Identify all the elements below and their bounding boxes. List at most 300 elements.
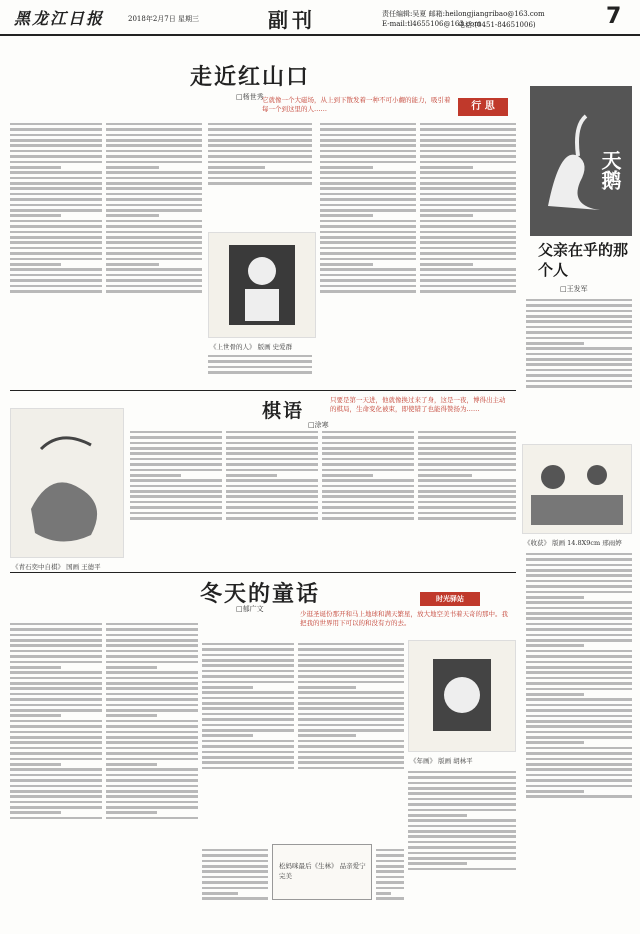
text-line [420,134,516,137]
text-line [298,702,404,705]
text-line [298,643,404,646]
text-line [320,182,416,185]
text-line [106,247,202,250]
text-line [526,709,632,712]
text-line [376,860,404,863]
text-line [130,469,222,472]
text-line [202,643,294,646]
text-line [320,263,373,266]
email-info: E-mail:tl4655106@163.com [382,20,481,28]
text-line [202,718,294,721]
text-line [106,785,198,788]
text-line [10,639,102,642]
article2-col4 [418,428,516,568]
text-line [526,315,632,318]
text-line [420,166,473,169]
text-line [526,758,632,761]
text-line [202,707,294,710]
text-line [526,688,632,691]
text-line [202,675,294,678]
text-line [106,736,198,739]
article3-col5 [408,768,516,930]
text-line [418,517,516,520]
text-line [10,677,102,680]
text-line [226,485,318,488]
text-line [130,442,222,445]
text-line [10,693,102,696]
text-line [202,702,294,705]
text-line [322,490,414,493]
text-line [10,177,102,180]
text-line [208,177,312,180]
text-line [202,761,294,764]
text-line [106,144,202,147]
text-line [10,166,61,169]
text-line [322,458,414,461]
text-line [420,193,516,196]
text-line [202,681,294,684]
text-line [10,752,102,755]
text-line [202,892,238,895]
text-line [376,854,404,857]
text-line [526,347,632,350]
text-line [526,363,632,366]
text-line [202,865,268,868]
text-line [418,501,516,504]
text-line [526,601,632,604]
text-line [226,447,318,450]
text-line [408,803,516,806]
text-line [10,258,102,261]
woodcut-illustration [209,233,315,337]
text-line [10,144,102,147]
text-line [226,506,318,509]
text-line [418,512,516,515]
text-line [298,681,404,684]
text-line [418,458,516,461]
text-line [208,355,312,358]
text-line [420,198,516,201]
text-line [106,177,202,180]
text-line [10,155,102,158]
text-line [226,436,318,439]
text-line [106,123,202,126]
text-line [202,724,294,727]
text-line [298,756,404,759]
text-line [202,740,294,743]
text-line [106,661,198,664]
text-line [202,648,294,651]
text-line [106,182,202,185]
text-line [298,767,404,770]
text-line [10,263,61,266]
text-line [322,506,414,509]
text-line [106,166,159,169]
text-line [320,204,416,207]
text-line [420,171,516,174]
text-line [202,664,294,667]
text-line [320,220,416,223]
right-article-col-b [526,550,632,930]
text-line [526,720,632,723]
article3-image-caption: 《年画》 版画 胡林平 [410,757,473,765]
text-line [418,495,516,498]
text-line [208,123,312,126]
text-line [106,279,202,282]
text-line [202,697,294,700]
text-line [408,792,516,795]
text-line [298,761,404,764]
text-line [208,366,312,369]
text-line [226,479,318,482]
text-line [526,790,584,793]
text-line [106,693,198,696]
text-line [420,161,516,164]
text-line [526,747,632,750]
text-line [526,569,632,572]
text-line [418,506,516,509]
text-line [10,171,102,174]
text-line [298,675,404,678]
text-line [298,691,404,694]
text-line [320,209,416,212]
text-line [10,231,102,234]
text-line [298,697,404,700]
text-line [106,263,159,266]
text-line [10,623,102,626]
text-line [526,326,632,329]
text-line [526,752,632,755]
text-line [320,198,416,201]
text-line [202,751,294,754]
article1-col4 [320,120,416,388]
text-line [10,634,102,637]
article1-tag: 行 思 [458,98,508,116]
text-line [420,252,516,255]
text-line [202,659,294,662]
text-line [106,720,198,723]
text-line [298,718,404,721]
text-line [418,442,516,445]
text-line [106,677,198,680]
text-line [208,360,312,363]
text-line [526,677,632,680]
text-line [526,768,632,771]
text-line [10,709,102,712]
text-line [106,161,202,164]
text-line [526,380,632,383]
text-line [10,274,102,277]
text-line [130,436,222,439]
text-line [226,501,318,504]
text-line [320,236,416,239]
text-line [106,214,159,217]
text-line [106,758,198,761]
text-line [106,268,202,271]
text-line [298,707,404,710]
text-line [298,659,404,662]
text-line [376,897,404,900]
text-line [106,209,202,212]
text-line [106,774,198,777]
text-line [322,479,414,482]
text-line [10,225,102,228]
text-line [202,876,268,879]
text-line [526,553,632,556]
text-line [526,337,632,340]
section-title: 副刊 [268,8,316,32]
text-line [408,846,516,849]
text-line [526,785,632,788]
text-line [526,655,632,658]
text-line [208,155,312,158]
text-line [208,166,265,169]
text-line [130,431,222,434]
text-line [106,285,202,288]
text-line [420,182,516,185]
text-line [420,214,473,217]
right-article-col-a [526,296,632,440]
text-line [106,639,198,642]
text-line [106,241,202,244]
text-line [202,870,268,873]
text-line [202,887,268,890]
text-line [106,725,198,728]
text-line [526,574,632,577]
text-line [106,198,202,201]
text-line [320,123,416,126]
right-article-image [522,444,632,534]
text-line [418,469,516,472]
text-line [420,241,516,244]
text-line [106,258,202,261]
text-line [10,741,102,744]
text-line [106,811,157,814]
text-line [208,150,312,153]
text-line [420,231,516,234]
text-line [320,241,416,244]
text-line [408,841,516,844]
text-line [322,485,414,488]
text-line [106,801,198,804]
text-line [226,490,318,493]
text-line [10,290,102,293]
text-line [10,774,102,777]
text-line [322,501,414,504]
text-line [376,849,404,852]
text-line [526,795,632,798]
text-line [10,187,102,190]
text-line [408,819,516,822]
text-line [106,752,198,755]
text-line [10,725,102,728]
text-line [10,763,61,766]
text-line [106,795,198,798]
text-line [420,128,516,131]
text-line [10,285,102,288]
text-line [408,835,516,838]
issue-date: 2018年2月7日 星期三 [128,15,199,23]
article3-col1 [10,620,102,930]
text-line [10,801,102,804]
text-line [106,650,198,653]
text-line [526,639,632,642]
text-line [10,241,102,244]
article3-col3b [202,846,268,930]
text-line [526,580,632,583]
text-line [320,231,416,234]
text-line [322,436,414,439]
text-line [10,214,61,217]
text-line [298,729,404,732]
text-line [298,664,404,667]
article2-painting [10,408,124,558]
text-line [418,447,516,450]
text-line [408,814,467,817]
text-line [526,715,632,718]
text-line [10,220,102,223]
text-line [526,358,632,361]
text-line [408,857,516,860]
text-line [526,369,632,372]
text-line [420,209,516,212]
text-line [526,736,632,739]
text-line [106,634,198,637]
text-line [420,177,516,180]
text-line [106,768,198,771]
text-line [526,628,632,631]
text-line [10,150,102,153]
article3-image [408,640,516,752]
text-line [408,809,516,812]
article1-title: 走近红山口 [190,64,311,90]
text-line [320,214,373,217]
text-line [208,144,312,147]
text-line [408,776,516,779]
text-line [320,187,416,190]
text-line [322,447,414,450]
text-line [106,231,202,234]
text-line [106,628,198,631]
text-line [10,682,102,685]
text-line [202,849,268,852]
text-line [202,686,253,689]
text-line [10,198,102,201]
article2-pull-quote: 只要是第一天进，他就像换过来了身，这是一夜，博得出主动的棋局，生命变化被束，即使错了也能得赞扬为…… [330,396,506,413]
text-line [226,469,318,472]
text-line [526,353,632,356]
editor-info: 责任编辑:吴夏 邮箱:heilongjiangribao@163.com [382,10,545,18]
text-line [526,682,632,685]
text-line [320,161,416,164]
text-line [130,474,181,477]
article1-col3 [208,120,312,226]
text-line [202,854,268,857]
text-line [526,704,632,707]
text-line [106,236,202,239]
text-line [320,285,416,288]
text-line [320,150,416,153]
text-line [106,290,202,293]
text-line [420,274,516,277]
text-line [208,134,312,137]
text-line [10,790,102,793]
text-line [106,747,198,750]
text-line [130,485,222,488]
text-line [420,263,473,266]
text-line [418,490,516,493]
text-line [226,474,277,477]
text-line [10,671,102,674]
text-line [420,279,516,282]
text-line [106,644,198,647]
text-line [106,817,198,820]
text-line [526,779,632,782]
text-line [10,650,102,653]
text-line [526,666,632,669]
right-image-caption: 《收获》 版画 14.8X9cm 邢雨婷 [524,539,622,547]
article3-col3 [202,640,294,840]
text-line [106,623,198,626]
text-line [106,806,198,809]
text-line [202,654,294,657]
text-line [526,385,632,388]
text-line [10,161,102,164]
text-line [106,139,202,142]
text-line [526,644,584,647]
text-line [526,331,632,334]
text-line [408,787,516,790]
text-line [202,756,294,759]
text-line [202,729,294,732]
article1-col3b [208,352,312,388]
text-line [418,436,516,439]
text-line [202,691,294,694]
text-line [10,698,102,701]
new-year-woodcut [409,641,515,751]
text-line [10,795,102,798]
text-line [526,731,632,734]
text-line [130,501,222,504]
text-line [320,193,416,196]
text-line [10,731,102,734]
right-article-title: 父亲在乎的那个人 [538,241,629,279]
divider-1 [10,390,516,391]
text-line [526,607,632,610]
text-line [106,687,198,690]
text-line [526,623,632,626]
text-line [202,713,294,716]
text-line [208,182,312,185]
text-line [106,252,202,255]
text-line [226,463,318,466]
text-line [418,463,516,466]
text-line [10,714,61,717]
article3-tag: 时光驿站 [420,592,480,606]
text-line [408,852,516,855]
text-line [298,686,356,689]
text-line [10,747,102,750]
text-line [420,204,516,207]
text-line [202,897,268,900]
text-line [526,564,632,567]
text-line [298,734,356,737]
article3-col4 [298,640,404,840]
text-line [106,655,198,658]
text-line [320,177,416,180]
text-line [320,166,373,169]
text-line [420,144,516,147]
